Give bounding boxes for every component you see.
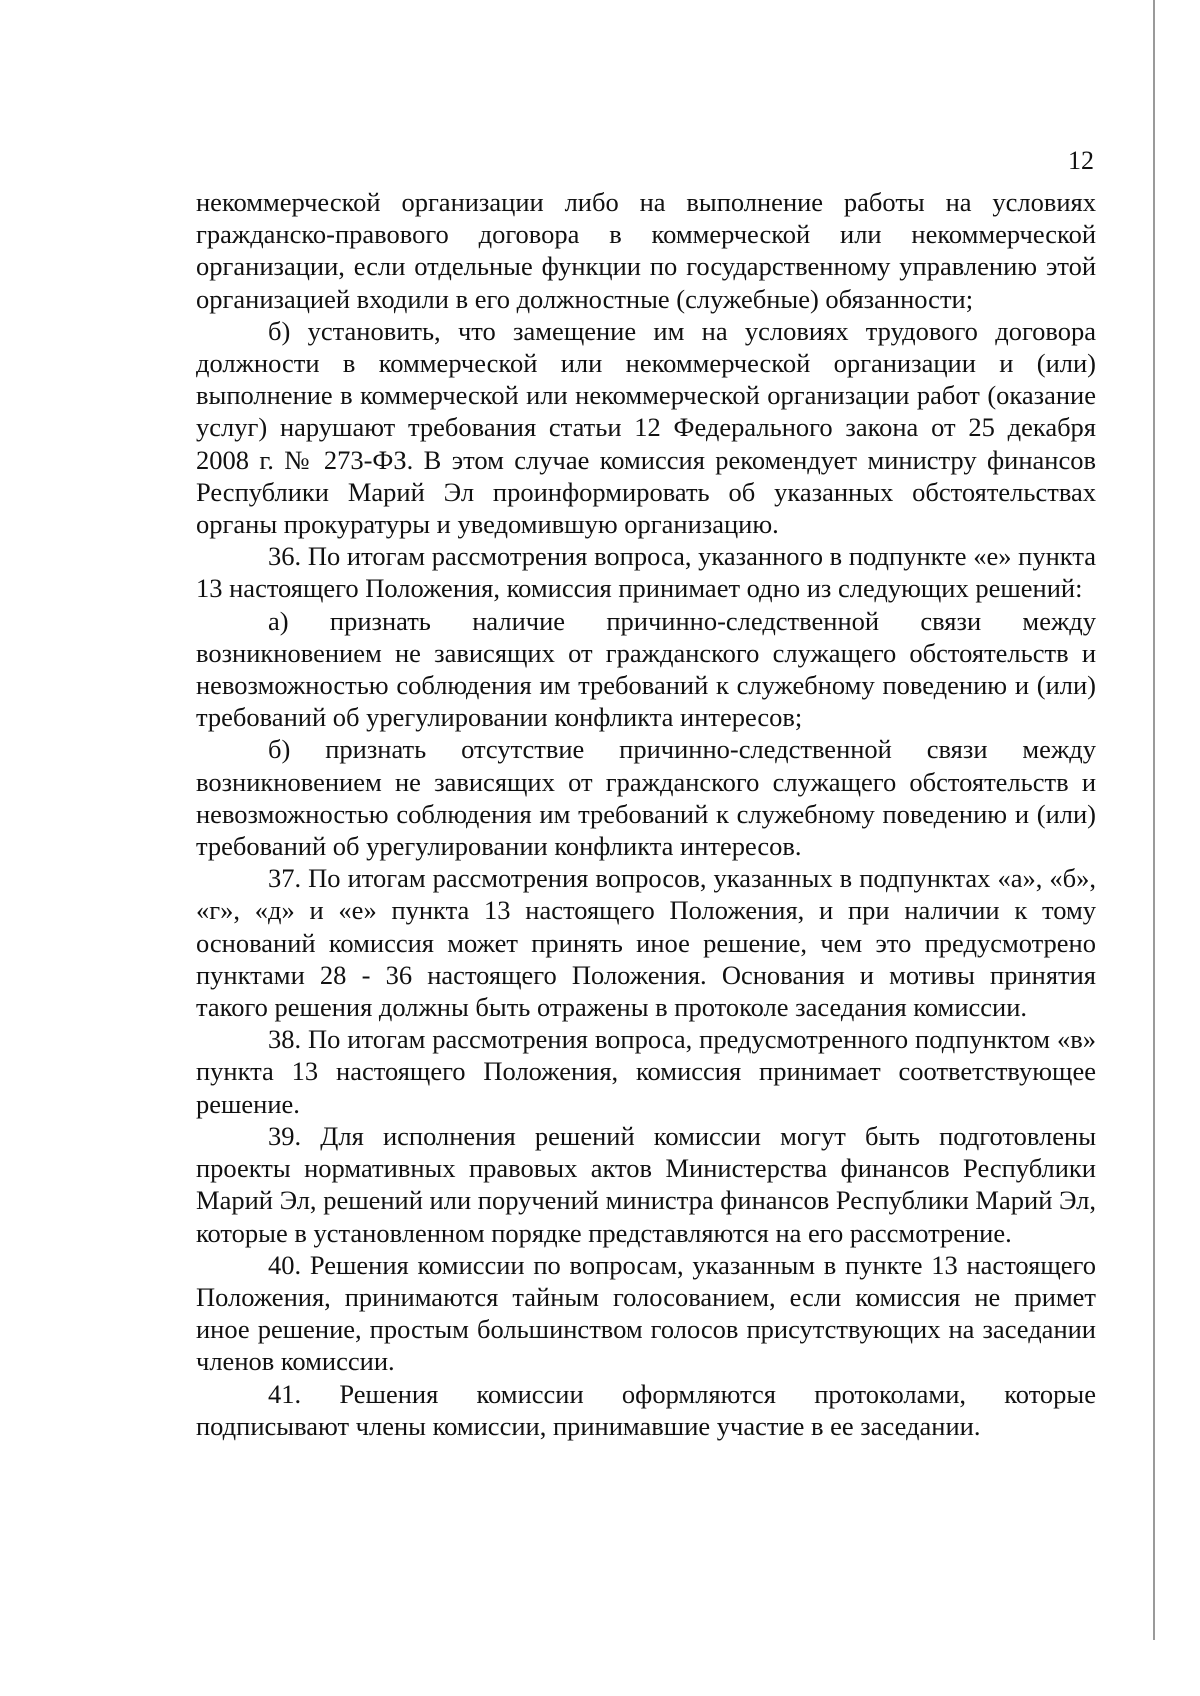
paragraph-item-37: 37. По итогам рассмотрения вопросов, указанных в подпунктах «а», «б», «г», «д» и «е» пункта 13 настоящего Положения, и при наличии к тому оснований комиссия может принять иное решение, чем это предусмотрено пунктами 28 - 36 настоящего Положения. Основания и мотивы принятия такого решения должны быть отражены в протоколе заседания комиссии. — [196, 863, 1096, 1023]
paragraph-item-40: 40. Решения комиссии по вопросам, указанным в пункте 13 настоящего Положения, принимаются тайным голосованием, если комиссия не примет иное решение, простым большинством голосов присутствующих на заседании членов комиссии. — [196, 1249, 1096, 1377]
page-edge-line — [1153, 0, 1155, 1640]
paragraph-subitem-a-36: а) признать наличие причинно-следственной связи между возникновением не зависящих от гражданского служащего обстоятельств и невозможностью соблюдения им требований к служебному поведению и (или) требований об урегулировании конфликта интересов; — [196, 605, 1096, 733]
page-number: 12 — [1068, 146, 1094, 175]
paragraph-item-36: 36. По итогам рассмотрения вопроса, указанного в подпункте «е» пункта 13 настоящего Положения, комиссия принимает одно из следующих решений: — [196, 541, 1096, 604]
paragraph-subitem-b-35: б) установить, что замещение им на условиях трудового договора должности в коммерческой или некоммерческой организации и (или) выполнение в коммерческой или некоммерческой организации работ (оказание услуг) нарушают требования статьи 12 Федерального закона от 25 декабря 2008 г. № 273-ФЗ. В этом случае комиссия рекомендует министру финансов Республики Марий Эл проинформировать об указанных обстоятельствах органы прокуратуры и уведомившую организацию. — [196, 315, 1096, 540]
paragraph-subitem-b-36: б) признать отсутствие причинно-следственной связи между возникновением не зависящих от гражданского служащего обстоятельств и невозможностью соблюдения им требований к служебному поведению и (или) требований об урегулировании конфликта интересов. — [196, 734, 1096, 862]
paragraph-item-38: 38. По итогам рассмотрения вопроса, предусмотренного подпунктом «в» пункта 13 настоящего Положения, комиссия принимает соответствующее решение. — [196, 1024, 1096, 1119]
paragraph-continuation: некоммерческой организации либо на выполнение работы на условиях гражданско-правового договора в коммерческой или некоммерческой организации, если отдельные функции по государственному управлению этой организацией входили в его должностные (служебные) обязанности; — [196, 187, 1096, 314]
paragraph-item-41: 41. Решения комиссии оформляются протоколами, которые подписывают члены комиссии, принимавшие участие в ее заседании. — [196, 1378, 1096, 1441]
body-text — [196, 186, 1096, 1442]
paragraph-item-39: 39. Для исполнения решений комиссии могут быть подготовлены проекты нормативных правовых актов Министерства финансов Республики Марий Эл, решений или поручений министра финансов Республики Марий Эл, которые в установленном порядке представляются на его рассмотрение. — [196, 1120, 1096, 1248]
